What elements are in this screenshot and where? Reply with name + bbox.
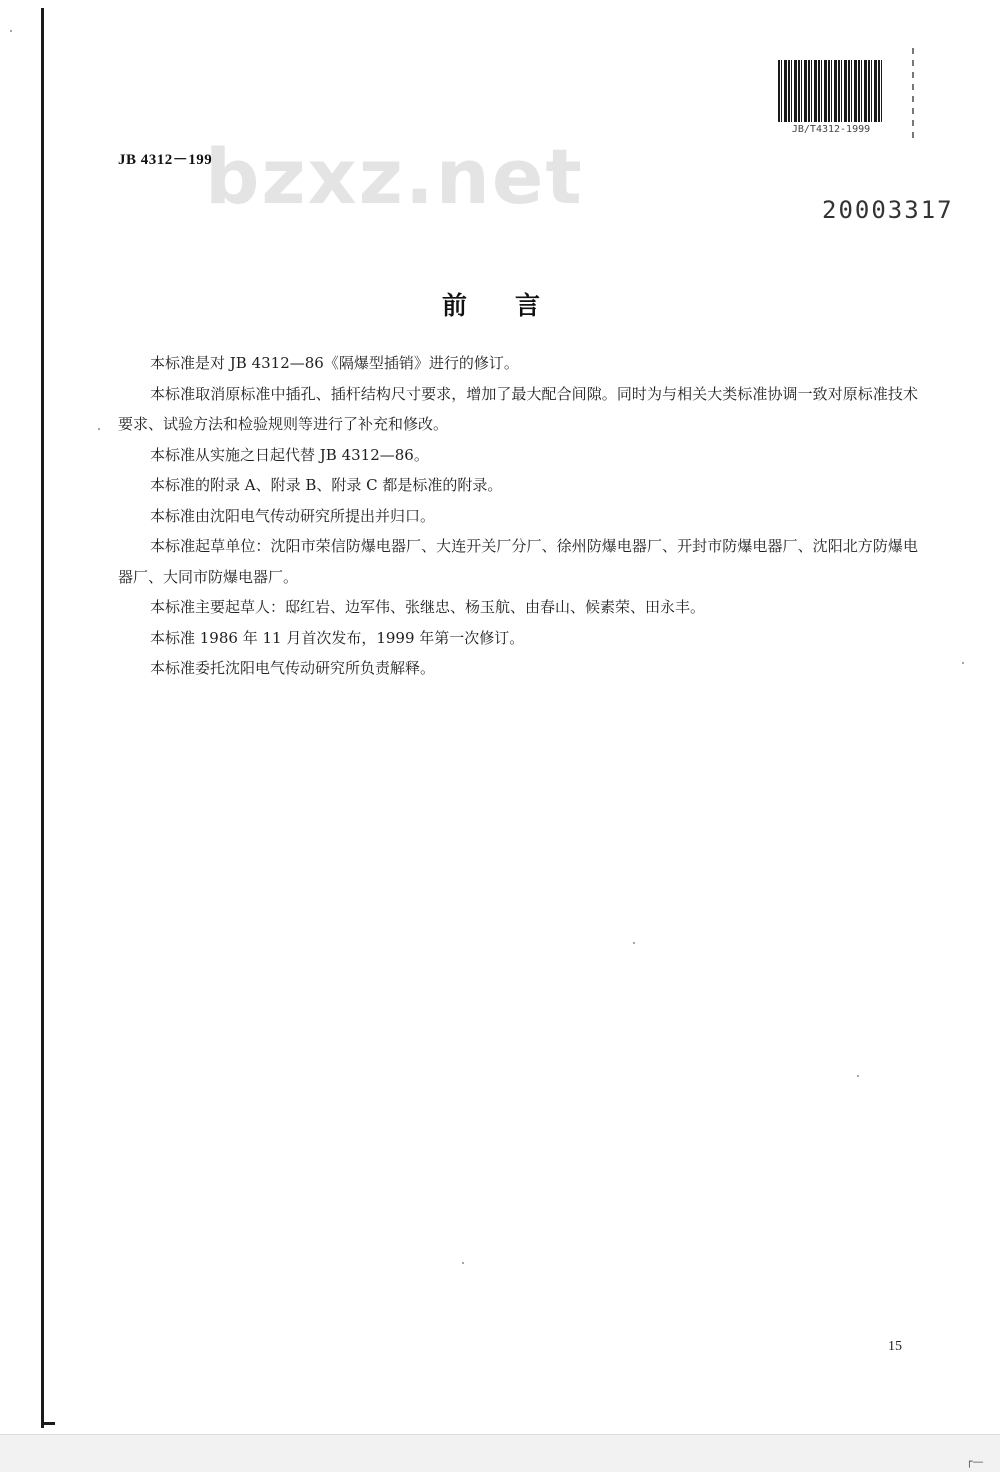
barcode-caption: JB/T4312-1999 — [791, 124, 871, 135]
paragraph-appendices: 本标准的附录 A、附录 B、附录 C 都是标准的附录。 — [150, 476, 503, 494]
stamp-number: 20003317 — [822, 196, 954, 224]
paragraph-proposer: 本标准由沈阳电气传动研究所提出并归口。 — [150, 506, 436, 525]
barcode-bars — [778, 60, 882, 122]
scan-speck — [857, 1075, 859, 1077]
margin-dashes — [912, 48, 914, 138]
paragraph-drafters: 本标准主要起草人：邸红岩、边军伟、张继忠、杨玉航、由春山、候素荣、田永丰。 — [150, 598, 706, 616]
scan-speck — [962, 662, 964, 664]
scan-speck — [10, 30, 12, 32]
paragraph-revision: 本标准是对 JB 4312—86《隔爆型插销》进行的修订。 — [150, 354, 519, 372]
corner-mark: ┌— — [966, 1455, 984, 1468]
scan-speck — [462, 1262, 464, 1264]
foreword-body — [118, 348, 918, 684]
paragraph-history: 本标准 1986 年 11 月首次发布，1999 年第一次修订。 — [150, 628, 525, 647]
paragraph-interpretation: 本标准委托沈阳电气传动研究所负责解释。 — [150, 659, 436, 677]
binding-line-foot — [41, 1422, 55, 1425]
site-watermark: bzxz.net — [205, 132, 584, 221]
paragraph-drafting-units: 本标准起草单位：沈阳市荣信防爆电器厂、大连开关厂分厂、徐州防爆电器厂、开封市防爆电器厂、沈阳北方防爆电器厂、大同市防爆电器厂。 — [118, 537, 918, 586]
scan-speck — [633, 942, 635, 944]
barcode — [776, 58, 886, 138]
paragraph-changes: 本标准取消原标准中插孔、插杆结构尺寸要求，增加了最大配合间隙。同时为与相关大类标准协调一致对原标准技术要求、试验方法和检验规则等进行了补充和修改。 — [118, 384, 918, 433]
viewer-bottom-bar — [0, 1434, 1000, 1472]
page-number: 15 — [888, 1339, 902, 1354]
scan-speck — [98, 428, 100, 430]
binding-line — [41, 8, 44, 1428]
paragraph-replaces: 本标准从实施之日起代替 JB 4312—86。 — [150, 445, 429, 464]
page-title: 前言 — [441, 291, 588, 320]
standard-number: JB 4312－1999 — [118, 152, 221, 168]
